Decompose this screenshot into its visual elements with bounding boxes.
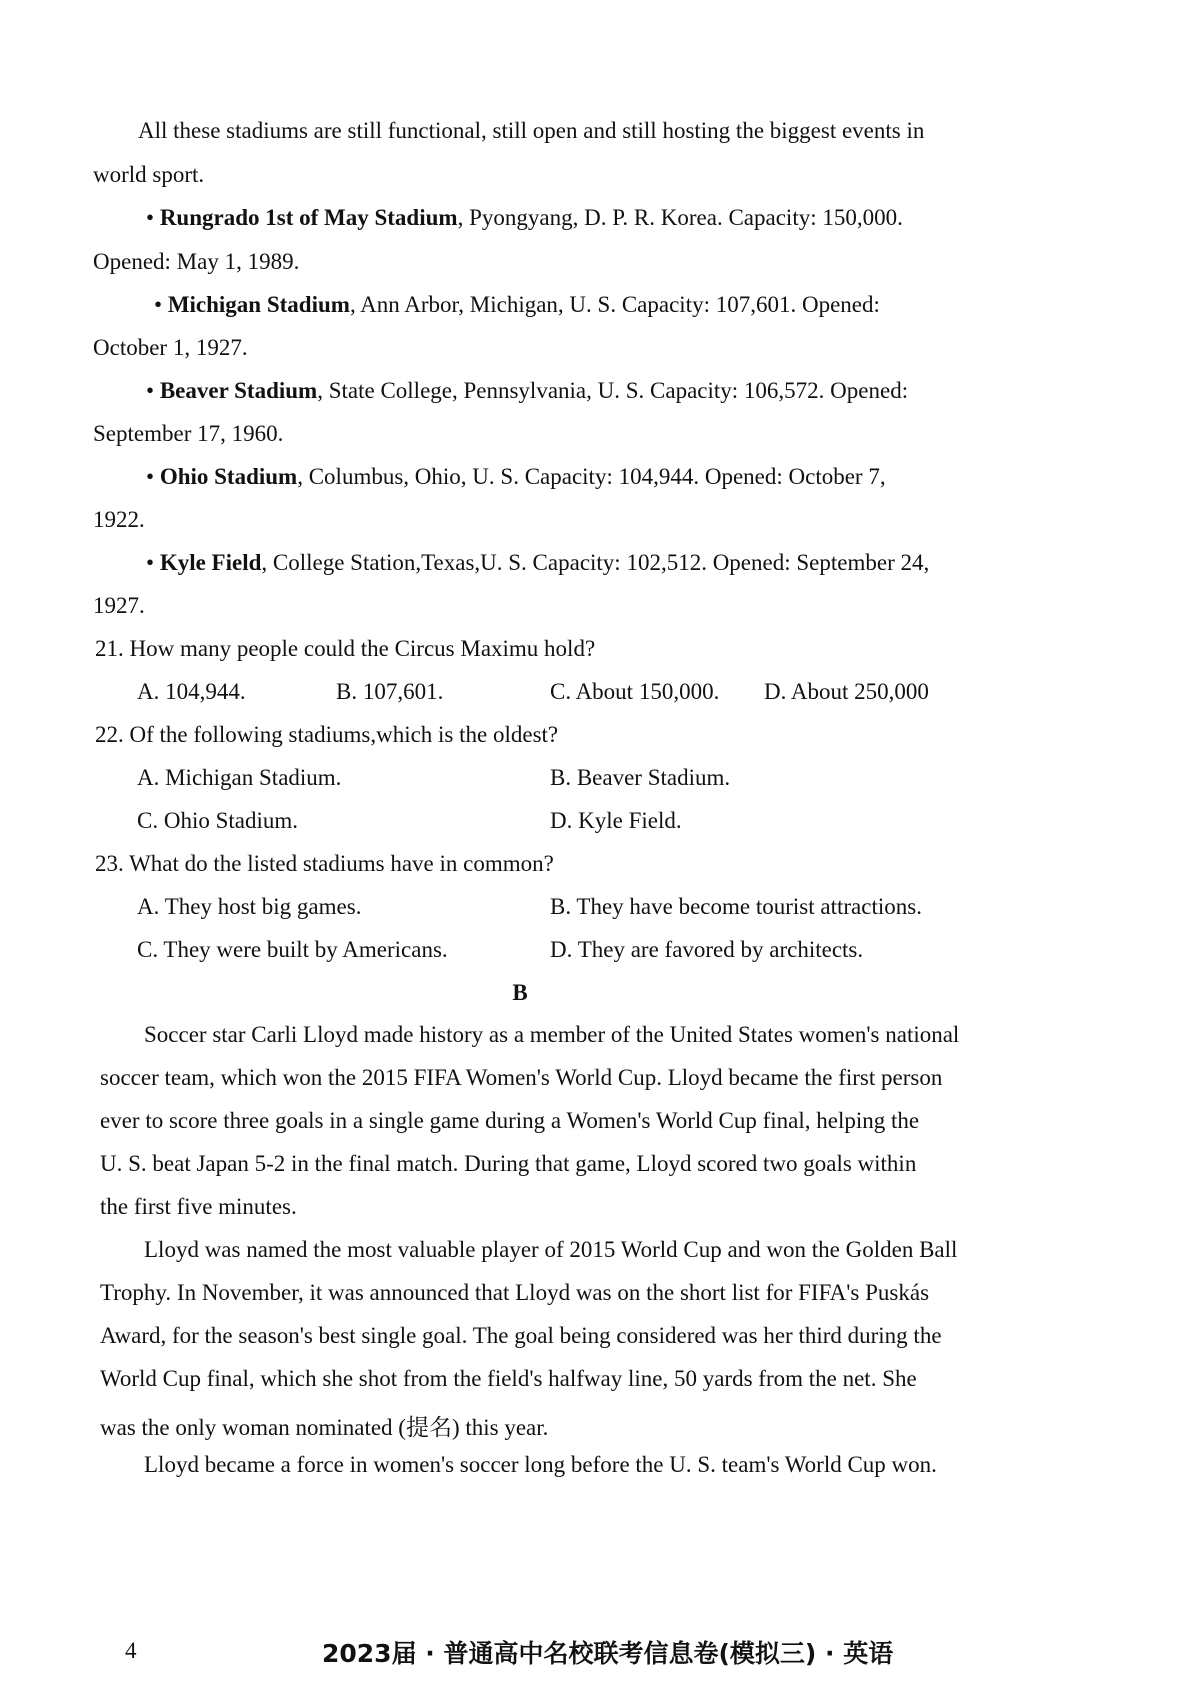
question-23-stem: 23. What do the listed stadiums have in common? [95,851,554,876]
question-22-option-b: B. Beaver Stadium. [550,765,731,790]
stadium-item-5-cont: 1927. [93,593,145,618]
stadium-item-1 [146,205,903,231]
stadium-item-5 [146,550,929,576]
question-23-option-b: B. They have become tourist attractions. [550,894,922,919]
section-b-para2-line5: was the only woman nominated (提名) this year. [100,1415,549,1440]
footer-title: 2023届 · 普通高中名校联考信息卷(模拟三) · 英语 [322,1639,894,1668]
question-22-option-c: C. Ohio Stadium. [137,808,299,833]
stadium-details: , State College, Pennsylvania, U. S. Capacity: 106,572. Opened: [317,378,909,403]
question-22-option-a: A. Michigan Stadium. [137,765,342,790]
stadium-name: Rungrado 1st of May Stadium [159,205,458,230]
intro-line-1: All these stadiums are still functional, still open and still hosting the biggest events in [138,118,925,143]
section-b-para1-line5: the first five minutes. [100,1194,297,1219]
stadium-details: , College Station,Texas,U. S. Capacity: 102,512. Opened: September 24, [261,550,930,575]
section-b-para2-line4: World Cup final, which she shot from the field's halfway line, 50 yards from the net. She [100,1366,917,1391]
question-21-option-a: A. 104,944. [137,679,246,704]
question-21-option-c: C. About 150,000. [550,679,720,704]
bullet: • [146,464,155,489]
question-21-stem: 21. How many people could the Circus Maximu hold? [95,636,596,661]
question-23-option-a: A. They host big games. [137,894,362,919]
stadium-item-2-cont: October 1, 1927. [93,335,248,360]
question-23-option-d: D. They are favored by architects. [550,937,864,962]
question-23-option-c: C. They were built by Americans. [137,937,448,962]
stadium-details: , Ann Arbor, Michigan, U. S. Capacity: 107,601. Opened: [349,292,880,317]
stadium-item-4 [146,464,886,490]
stadium-item-1-cont: Opened: May 1, 1989. [93,249,300,274]
section-b-para1-line1: Soccer star Carli Lloyd made history as a member of the United States women's national [144,1022,960,1047]
section-b-para2-line1: Lloyd was named the most valuable player of 2015 World Cup and won the Golden Ball [144,1237,958,1262]
bullet: • [146,378,155,403]
section-b-para2-line2: Trophy. In November, it was announced that Lloyd was on the short list for FIFA's Puskás [100,1280,930,1305]
page-number: 4 [125,1638,137,1663]
stadium-name: Michigan Stadium [167,292,350,317]
section-b-heading: B [512,980,528,1005]
stadium-name: Ohio Stadium [159,464,298,489]
stadium-name: Kyle Field [159,550,262,575]
section-b-para1-line4: U. S. beat Japan 5-2 in the final match. During that game, Lloyd scored two goals within [100,1151,917,1176]
stadium-item-3 [146,378,908,404]
bullet: • [154,292,163,317]
stadium-name: Beaver Stadium [159,378,318,403]
question-21-option-b: B. 107,601. [336,679,444,704]
bullet: • [146,550,155,575]
stadium-details: , Columbus, Ohio, U. S. Capacity: 104,944. Opened: October 7, [297,464,886,489]
stadium-item-3-cont: September 17, 1960. [93,421,284,446]
bullet: • [146,205,155,230]
section-b-para3-line1: Lloyd became a force in women's soccer long before the U. S. team's World Cup won. [144,1452,937,1477]
question-22-stem: 22. Of the following stadiums,which is the oldest? [95,722,559,747]
section-b-para1-line3: ever to score three goals in a single game during a Women's World Cup final, helping the [100,1108,920,1133]
question-21-option-d: D. About 250,000 [764,679,929,704]
intro-line-2: world sport. [93,162,205,187]
stadium-item-2 [154,292,880,318]
stadium-item-4-cont: 1922. [93,507,145,532]
section-b-para2-line3: Award, for the season's best single goal. The goal being considered was her third during the [100,1323,942,1348]
stadium-details: , Pyongyang, D. P. R. Korea. Capacity: 150,000. [457,205,903,230]
question-22-option-d: D. Kyle Field. [550,808,682,833]
section-b-para1-line2: soccer team, which won the 2015 FIFA Women's World Cup. Lloyd became the first person [100,1065,943,1090]
